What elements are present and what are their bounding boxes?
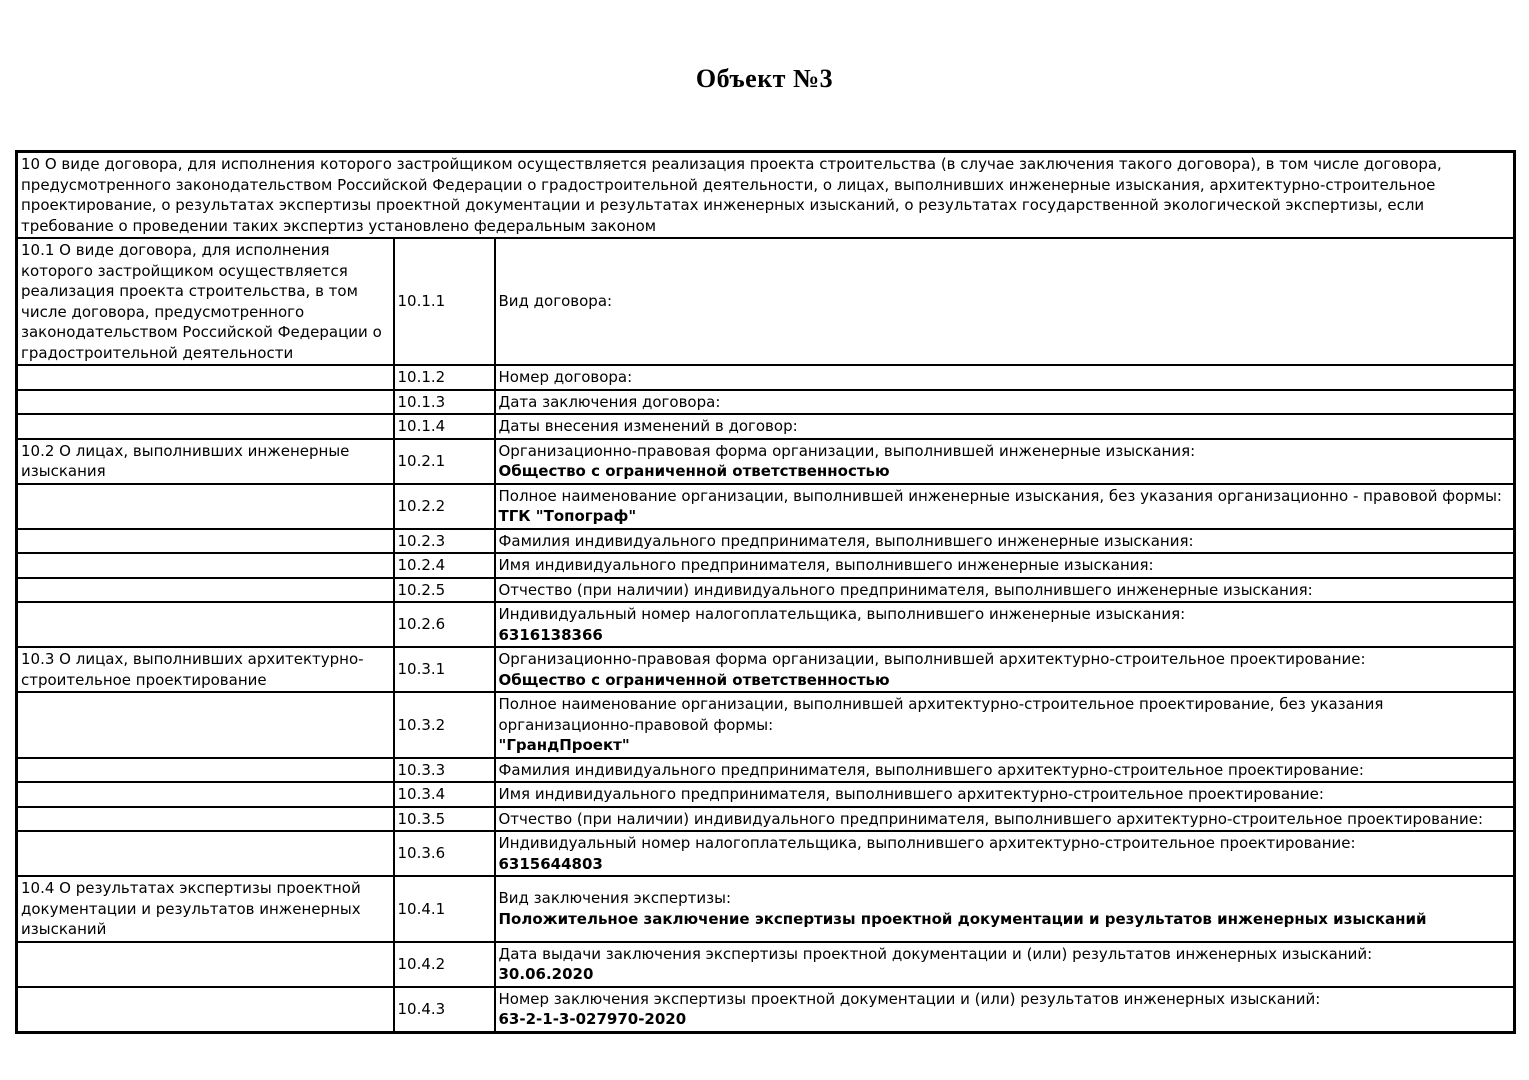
field-label: Имя индивидуального предпринимателя, выполнившего архитектурно-строительное проектирование: xyxy=(498,785,1324,803)
row-content-cell xyxy=(495,365,1515,390)
field-value: 6316138366 xyxy=(498,625,603,644)
field-label: Организационно-правовая форма организации, выполнившей инженерные изыскания: xyxy=(498,441,1196,460)
group-empty-cell xyxy=(17,782,394,807)
row-code: 10.2.3 xyxy=(394,529,495,554)
table-row xyxy=(17,782,1515,807)
field-label: Номер заключения экспертизы проектной документации и (или) результатов инженерных изысканий: xyxy=(498,989,1321,1008)
field-value: Положительное заключение экспертизы проектной документации и результатов инженерных изысканий xyxy=(498,909,1427,928)
group-label-cell: 10.1 О виде договора, для исполнения которого застройщиком осуществляется реализация проекта строительства, в том числе договора, предусмотренного законодательством Российской Федерации о градостроительной деятельности xyxy=(17,238,394,365)
group-empty-cell xyxy=(17,807,394,832)
row-content-cell xyxy=(495,876,1515,942)
table-row xyxy=(17,647,1515,692)
row-content-cell xyxy=(495,238,1515,365)
row-content-cell xyxy=(495,942,1515,987)
group-empty-cell xyxy=(17,831,394,876)
group-empty-cell xyxy=(17,553,394,578)
field-label: Организационно-правовая форма организации, выполнившей архитектурно-строительное проектирование: xyxy=(498,650,1366,668)
row-content-cell xyxy=(495,602,1515,647)
field-label: Имя индивидуального предпринимателя, выполнившего инженерные изыскания: xyxy=(498,556,1154,574)
field-label: Индивидуальный номер налогоплательщика, выполнившего инженерные изыскания: xyxy=(498,605,1186,623)
group-empty-cell xyxy=(17,529,394,554)
section-header-row xyxy=(17,152,1515,239)
table-row xyxy=(17,439,1515,484)
field-label: Индивидуальный номер налогоплательщика, выполнившего архитектурно-строительное проектирование: xyxy=(498,834,1356,852)
row-content-cell xyxy=(495,692,1515,758)
field-label: Дата заключения договора: xyxy=(498,392,721,411)
field-label: Фамилия индивидуального предпринимателя, выполнившего инженерные изыскания: xyxy=(498,531,1194,550)
group-empty-cell xyxy=(17,987,394,1033)
row-content-cell xyxy=(495,484,1515,529)
row-code: 10.4.1 xyxy=(394,876,495,942)
table-row xyxy=(17,578,1515,603)
row-code: 10.3.5 xyxy=(394,807,495,832)
field-label: Вид заключения экспертизы: xyxy=(498,889,732,908)
table-row xyxy=(17,365,1515,390)
row-code: 10.1.4 xyxy=(394,414,495,439)
field-label: Даты внесения изменений в договор: xyxy=(498,417,798,435)
group-empty-cell xyxy=(17,942,394,987)
table-row xyxy=(17,987,1515,1033)
table-row xyxy=(17,807,1515,832)
group-empty-cell xyxy=(17,390,394,415)
table-row xyxy=(17,831,1515,876)
table-row xyxy=(17,414,1515,439)
group-empty-cell xyxy=(17,578,394,603)
table-row xyxy=(17,758,1515,783)
field-value: 30.06.2020 xyxy=(498,965,594,983)
row-code: 10.3.1 xyxy=(394,647,495,692)
field-label: Полное наименование организации, выполнившей инженерные изыскания, без указания организационно - правовой формы: xyxy=(498,486,1502,505)
declaration-table xyxy=(15,150,1516,1034)
group-label-cell: 10.4 О результатах экспертизы проектной документации и результатов инженерных изысканий xyxy=(17,876,394,942)
row-content-cell xyxy=(495,758,1515,783)
section-header: 10 О виде договора, для исполнения которого застройщиком осуществляется реализация проекта строительства (в случае заключения такого договора), в том числе договора, предусмотренного законодательством Российской Федерации о градостроительной деятельности, о лицах, выполнивших инженерные изыскания, архитектурно-строительное проектирование, о результатах экспертизы проектной документации и результатах инженерных изысканий, о результатах государственной экологической экспертизы, если требование о проведении таких экспертиз установлено федеральным законом xyxy=(17,152,1515,239)
group-empty-cell xyxy=(17,365,394,390)
row-code: 10.1.2 xyxy=(394,365,495,390)
row-content-cell xyxy=(495,553,1515,578)
row-code: 10.1.1 xyxy=(394,238,495,365)
field-value: ТГК "Топограф" xyxy=(498,507,637,525)
group-label-cell: 10.2 О лицах, выполнивших инженерные изыскания xyxy=(17,439,394,484)
row-content-cell xyxy=(495,390,1515,415)
row-code: 10.2.1 xyxy=(394,439,495,484)
group-label-cell: 10.3 О лицах, выполнивших архитектурно-строительное проектирование xyxy=(17,647,394,692)
group-empty-cell xyxy=(17,692,394,758)
table-row xyxy=(17,553,1515,578)
table-row xyxy=(17,484,1515,529)
field-label: Фамилия индивидуального предпринимателя, выполнившего архитектурно-строительное проектирование: xyxy=(498,760,1364,779)
table-row xyxy=(17,692,1515,758)
table-row xyxy=(17,602,1515,647)
row-code: 10.3.3 xyxy=(394,758,495,783)
row-content-cell xyxy=(495,578,1515,603)
row-code: 10.4.3 xyxy=(394,987,495,1033)
group-empty-cell xyxy=(17,602,394,647)
field-label: Вид договора: xyxy=(498,292,613,311)
row-code: 10.3.2 xyxy=(394,692,495,758)
row-code: 10.2.6 xyxy=(394,602,495,647)
row-code: 10.3.6 xyxy=(394,831,495,876)
row-content-cell xyxy=(495,529,1515,554)
group-empty-cell xyxy=(17,758,394,783)
field-label: Номер договора: xyxy=(498,368,633,386)
field-label: Отчество (при наличии) индивидуального предпринимателя, выполнившего архитектурно-строительное проектирование: xyxy=(498,809,1484,828)
row-content-cell xyxy=(495,782,1515,807)
row-code: 10.2.5 xyxy=(394,578,495,603)
row-code: 10.1.3 xyxy=(394,390,495,415)
row-code: 10.2.4 xyxy=(394,553,495,578)
row-content-cell xyxy=(495,987,1515,1033)
field-label: Полное наименование организации, выполнившей архитектурно-строительное проектирование, без указания организационно-правовой формы: xyxy=(498,695,1384,734)
field-label: Отчество (при наличии) индивидуального предпринимателя, выполнившего инженерные изыскания: xyxy=(498,580,1313,599)
row-code: 10.3.4 xyxy=(394,782,495,807)
group-empty-cell xyxy=(17,484,394,529)
group-empty-cell xyxy=(17,414,394,439)
row-code: 10.2.2 xyxy=(394,484,495,529)
table-row xyxy=(17,876,1515,942)
row-content-cell xyxy=(495,807,1515,832)
table-row xyxy=(17,238,1515,365)
field-value: 6315644803 xyxy=(498,854,603,873)
field-label: Дата выдачи заключения экспертизы проектной документации и (или) результатов инженерных изысканий: xyxy=(498,944,1373,963)
field-value: "ГрандПроект" xyxy=(498,736,630,754)
row-content-cell xyxy=(495,647,1515,692)
project-table-body xyxy=(17,152,1515,1033)
row-content-cell xyxy=(495,831,1515,876)
row-content-cell xyxy=(495,414,1515,439)
field-value: 63-2-1-3-027970-2020 xyxy=(498,1010,687,1028)
table-row xyxy=(17,529,1515,554)
page-title: Объект №3 xyxy=(695,64,834,93)
field-value: Общество с ограниченной ответственностью xyxy=(498,462,890,480)
field-value: Общество с ограниченной ответственностью xyxy=(498,670,890,689)
table-row xyxy=(17,390,1515,415)
row-code: 10.4.2 xyxy=(394,942,495,987)
row-content-cell xyxy=(495,439,1515,484)
table-row xyxy=(17,942,1515,987)
